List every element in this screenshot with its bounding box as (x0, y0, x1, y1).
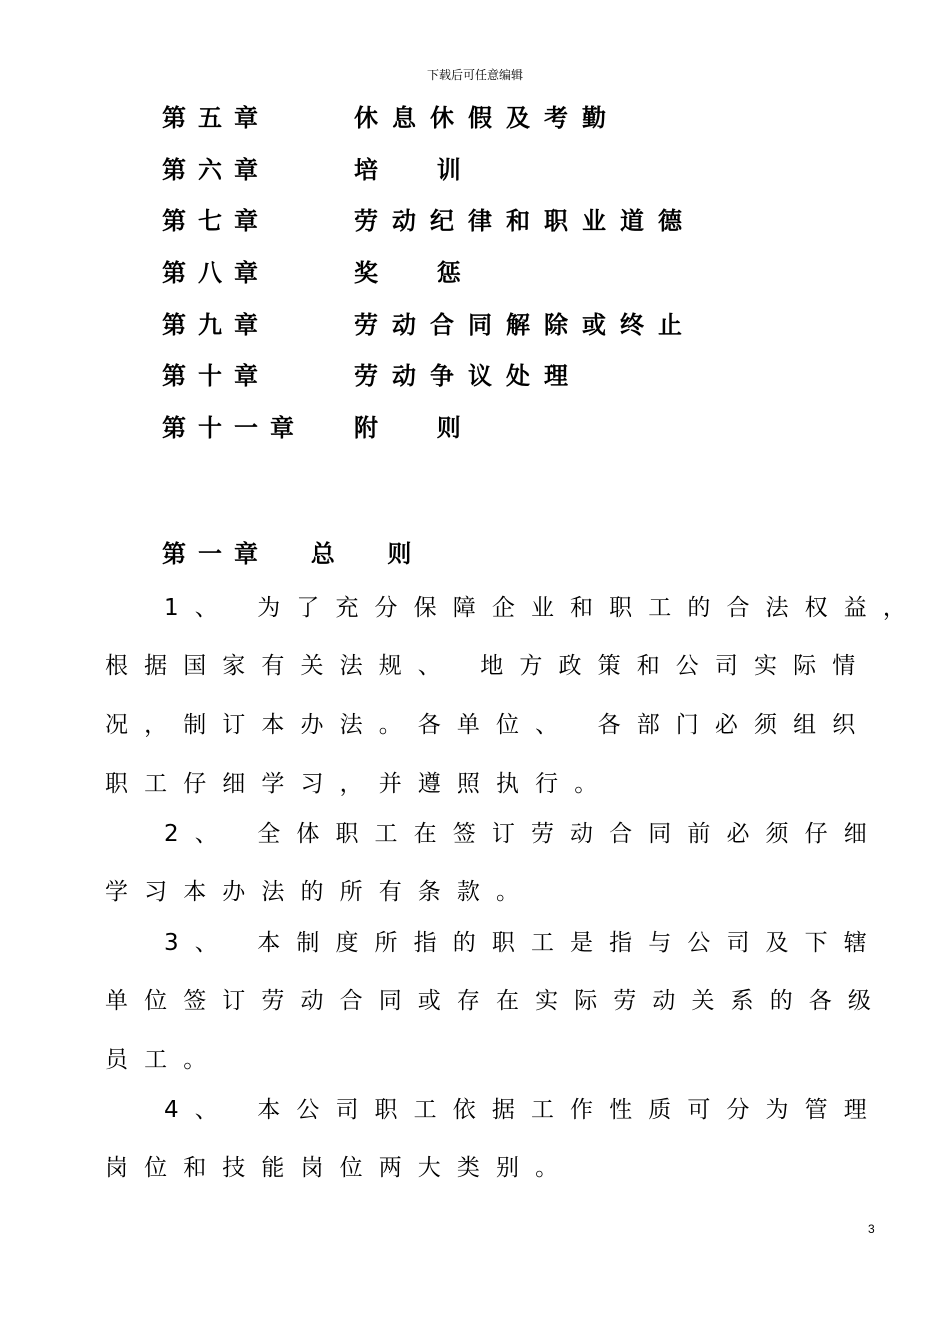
paragraph-line: 学习本办法的所有条款。 (105, 879, 536, 906)
toc-item (162, 296, 862, 348)
toc-chapter-number: 第七章 (162, 207, 270, 236)
paragraph-line: 根据国家有关法规、 地方政策和公司实际情 (105, 653, 872, 680)
toc-item (162, 245, 862, 297)
toc-item (162, 193, 862, 245)
toc-chapter-title: 劳动合同解除或终止 (354, 310, 696, 339)
toc-chapter-number: 第十一章 (162, 413, 306, 442)
paragraph-line: 2、 全体职工在签订劳动合同前必须仔细 (164, 820, 883, 847)
toc-chapter-title: 附 则 (354, 413, 475, 442)
paragraph-line: 4、 本公司职工依据工作性质可分为管理 (164, 1096, 883, 1123)
paragraph-line: 职工仔细学习，并遵照执行。 (105, 770, 614, 797)
toc-item (162, 90, 862, 142)
paragraph-line: 1、 为了充分保障企业和职工的合法权益， (164, 594, 922, 621)
paragraph-line: 岗位和技能岗位两大类别。 (105, 1155, 575, 1182)
page-number: 3 (868, 1222, 875, 1236)
paragraph-line: 3、 本制度所指的职工是指与公司及下辖 (164, 929, 883, 956)
toc-chapter-number: 第九章 (162, 310, 270, 339)
paragraph (105, 1078, 883, 1195)
toc-chapter-title: 培 训 (354, 155, 475, 184)
toc-item (162, 142, 862, 194)
toc-item (162, 400, 862, 452)
paragraph (105, 911, 887, 1087)
paragraph-line: 员工。 (105, 1046, 223, 1073)
toc-item (162, 348, 862, 400)
page-header: 下载后可任意编辑 (426, 68, 523, 82)
toc-chapter-number: 第五章 (162, 104, 270, 133)
paragraph-line: 单位签订劳动合同或存在实际劳动关系的各级 (105, 988, 887, 1015)
paragraph-line: 况，制订本办法。各单位、 各部门必须组织 (105, 711, 872, 738)
table-of-contents (162, 90, 862, 451)
paragraph (105, 802, 883, 919)
chapter-heading: 第一章 总 则 (162, 540, 424, 568)
paragraph (105, 576, 922, 810)
toc-chapter-number: 第十章 (162, 362, 270, 391)
toc-chapter-title: 奖 惩 (354, 259, 475, 288)
toc-chapter-title: 休息休假及考勤 (354, 104, 620, 133)
toc-chapter-number: 第六章 (162, 155, 270, 184)
toc-chapter-title: 劳动争议处理 (354, 362, 582, 391)
toc-chapter-title: 劳动纪律和职业道德 (354, 207, 696, 236)
toc-chapter-number: 第八章 (162, 259, 270, 288)
